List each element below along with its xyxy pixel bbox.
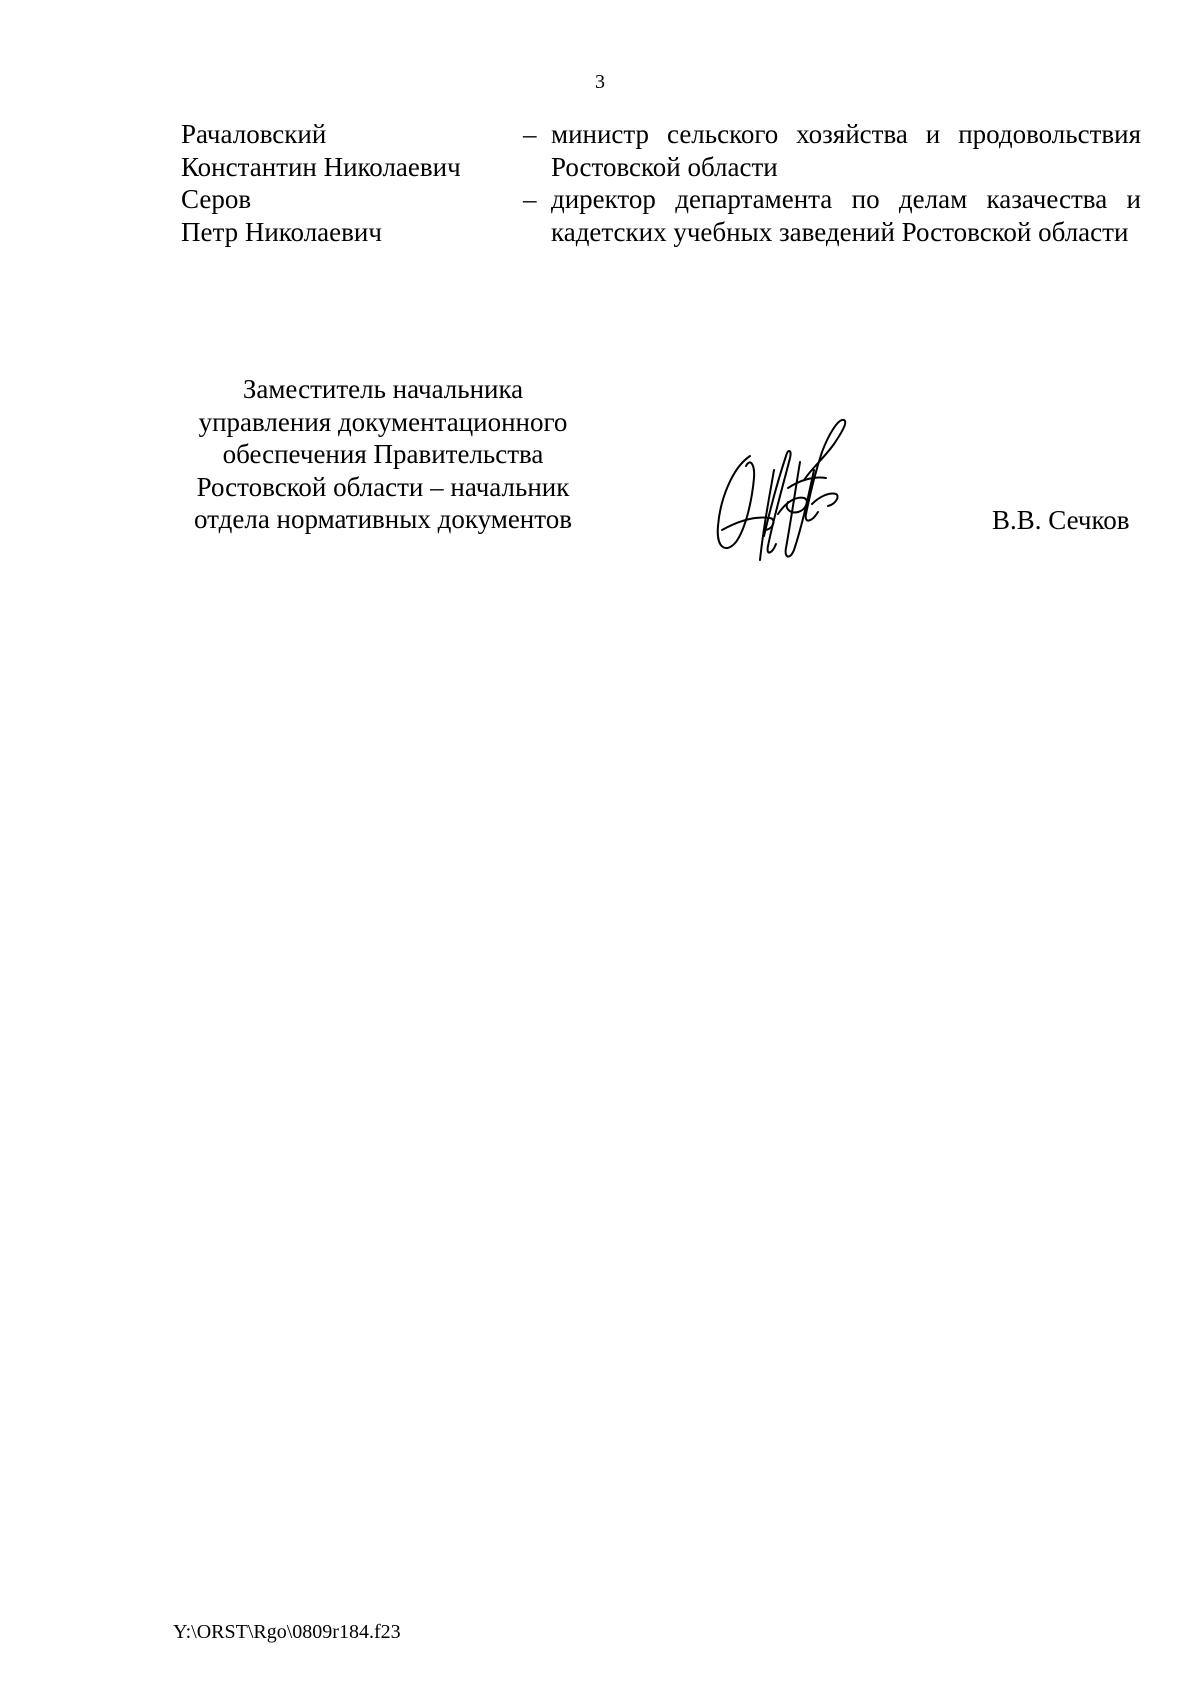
signer-name: В.В. Сечков <box>992 505 1130 535</box>
member-position: министр сельского хозяйства и продовольствия Ростовской области <box>551 119 1141 182</box>
member-surname: Серов <box>181 184 252 214</box>
member-list <box>181 118 1141 248</box>
signer-title-line: обеспечения Правительства <box>222 439 544 469</box>
signer-title-line: отдела нормативных документов <box>194 504 572 534</box>
member-position: директор департамента по делам казачества и кадетских учебных заведений Ростовской области <box>551 184 1141 247</box>
signer-title-block <box>168 373 598 536</box>
member-row <box>181 118 1141 183</box>
signer-title-line: Ростовской области – начальник <box>196 471 570 502</box>
member-surname: Рачаловский <box>181 119 327 149</box>
member-dash: – <box>523 184 537 214</box>
member-row <box>181 183 1141 248</box>
member-given-names: Константин Николаевич <box>181 151 461 182</box>
member-given-names: Петр Николаевич <box>181 216 382 247</box>
member-name <box>181 183 521 248</box>
signer-title-line: управления документационного <box>198 406 568 437</box>
page-number: 3 <box>595 71 605 93</box>
handwritten-signature <box>712 418 858 568</box>
member-dash: – <box>523 119 537 149</box>
member-name <box>181 118 521 183</box>
signer-title-line: Заместитель начальника <box>242 374 524 404</box>
document-file-path: Y:\ORST\Rgo\0809r184.f23 <box>173 1621 401 1643</box>
